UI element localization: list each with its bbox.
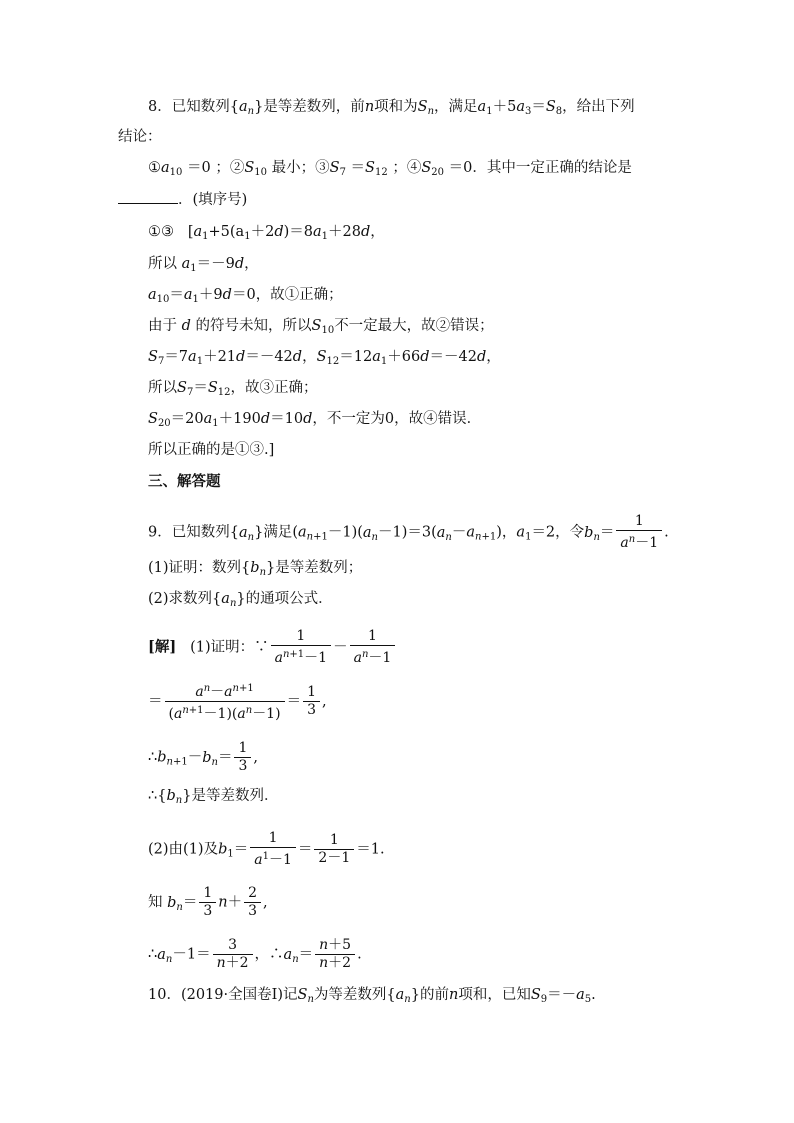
q9-solution-line3: $\therefore b_{n+1}-b_n=$ $\frac{1}{3}$ , [148, 740, 259, 774]
q9-stem: 9．已知数列$\{a_n\}$满足$(a_{n+1}-1)(a_n-1)=3(a_n-a_{n+1})$，$a_1=2$，令$b_n=$ $\frac{1}{a^n-1}$ . [148, 513, 669, 551]
fraction: $\frac{1}{a^n-1}$ [350, 628, 396, 667]
fraction: $\frac{1}{3}$ [303, 684, 320, 719]
q9-solution-start: [解] (1)证明：∵ $\frac{1}{a^{n+1}-1}$ － $\frac{1}{a^n-1}$ [148, 628, 397, 667]
q8-sol2: 所以 $a_1=-9d$， [148, 256, 259, 274]
q8-sol7: $S_{20}=20a_1+190d=10d$，不一定为0，故④错误． [148, 411, 482, 429]
q8-line2: 结论： [118, 129, 162, 145]
q9-solution-line5: (2)由(1)及$b_1=$ $\frac{1}{a^1-1}$ ＝ $\frac{1}{2-1}$ ＝1. [148, 830, 385, 868]
q8-sol6: 所以$S_7=S_{12}$，故③正确； [148, 380, 318, 398]
answer-blank [118, 189, 178, 204]
fraction: $\frac{a^n-a^{n+1}}{(a^{n+1}-1)(a^n-1)}$ [165, 680, 285, 723]
q8-sol8: 所以正确的是①③.] [148, 442, 275, 458]
q8-sol1: ①③ [$a_1+5(a_1+2d)=8a_1+28d$， [148, 224, 385, 242]
q9-solution-line6: 知 $b_n=$ $\frac{1}{3}$ n＋ $\frac{2}{3}$ , [148, 885, 268, 919]
q8-line4: ．(填序号) [118, 189, 247, 210]
fraction: $\frac{1}{a^{n+1}-1}$ [271, 628, 331, 667]
q10-stem: 10．(2019·全国卷Ⅰ)记$S_n$为等差数列$\{a_n\}$的前n项和，已知$S_9=-a_5$. [148, 987, 596, 1005]
q8-line1: 8．已知数列$\{a_n\}$是等差数列，前n项和为$S_n$，满足$a_1+5a_3=S_8$，给出下列 [148, 99, 635, 117]
section-title: 三、解答题 [148, 473, 221, 490]
q8-line3: $①a_{10} =0$ ；$②S_{10}$ 最小；$③S_7 =S_{12}$ ；$④S_{20} =0$．其中一定正确的结论是 [148, 160, 632, 178]
q9-solution-line4: $\therefore\{b_n\}$是等差数列． [148, 788, 279, 806]
q9-part1: (1)证明：数列$\{b_n\}$是等差数列； [148, 560, 363, 578]
q9-solution-line7: $\therefore a_n-1=$ $\frac{3}{n+2}$ ，$\therefore a_n=$ $\frac{n+5}{n+2}$ . [148, 937, 362, 971]
fraction: $\frac{1}{a^n-1}$ [616, 513, 662, 552]
q9-part2: (2)求数列$\{a_n\}$的通项公式． [148, 591, 333, 609]
fraction: $\frac{1}{2-1}$ [314, 832, 354, 867]
fraction: $\frac{2}{3}$ [244, 885, 261, 920]
q8-sol5: $S_7=7a_1+21d=-42d$，$S_{12}=12a_1+66d=-42d$， [148, 349, 501, 367]
fraction: $\frac{1}{a^1-1}$ [250, 830, 296, 869]
q8-sol4: 由于 d 的符号未知，所以$S_{10}$不一定最大，故②错误； [148, 318, 494, 336]
fraction: $\frac{n+5}{n+2}$ [315, 937, 355, 972]
q9-solution-line2: ＝ $\frac{a^n-a^{n+1}}{(a^{n+1}-1)(a^n-1)}$ ＝ $\frac{1}{3}$ , [148, 680, 327, 723]
fraction: $\frac{1}{3}$ [199, 885, 216, 920]
q8-sol3: $a_{10}=a_1+9d=0$，故①正确； [148, 287, 343, 305]
fraction: $\frac{1}{3}$ [234, 740, 251, 775]
fraction: $\frac{3}{n+2}$ [213, 937, 253, 972]
